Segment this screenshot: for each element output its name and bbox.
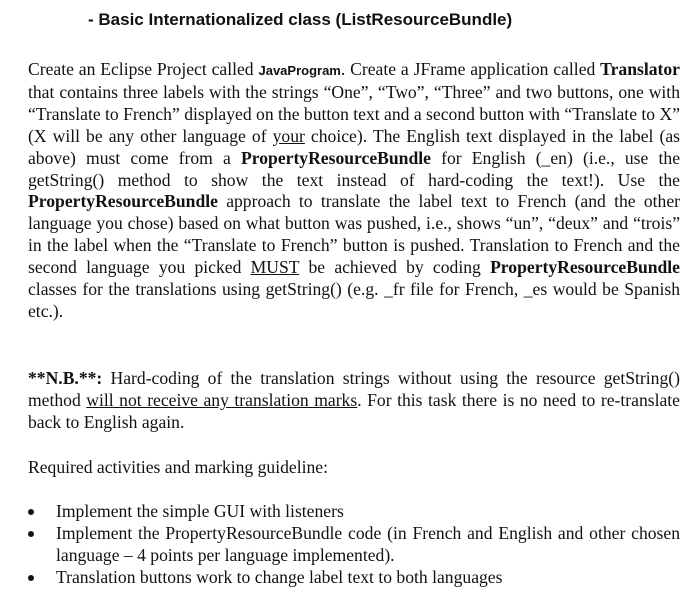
app-name: Translator [600, 59, 680, 79]
text-run: choice). The English text displayed in the label (as above) must come from a [28, 125, 680, 168]
project-name: JavaProgram [258, 63, 341, 78]
nb-label: **N.B.**: [28, 368, 103, 388]
text-run: for English (_en) (i.e., use the getString() method to show the text instead of hard-coding the text!). Use the [28, 147, 680, 190]
text-run: classes for the translations using getString() (e.g. _fr file for French, _es would be Spanish etc.). [28, 279, 680, 321]
bold-term: PropertyResourceBundle [28, 191, 218, 212]
bold-term: PropertyResourceBundle [241, 147, 431, 168]
section-heading: - Basic Internationalized class (ListResourceBundle) [88, 10, 513, 29]
marking-list [28, 501, 680, 589]
list-item [28, 567, 680, 589]
text-run: that contains three labels with the strings “One”, “Two”, “Three” and two buttons, one with “Translate to French” displayed on the button text and a second button with “Translate to X” (X will be any other language of [28, 81, 680, 146]
bullet-icon [28, 509, 34, 515]
list-item [28, 501, 680, 523]
task-description-paragraph [28, 59, 680, 323]
underlined-warning: will not receive any translation marks [86, 389, 358, 410]
bullet-icon [28, 575, 34, 581]
list-item [28, 523, 680, 567]
underlined-must: MUST [250, 257, 300, 278]
text-run: . For this task there is no need to re-translate back to English again. [28, 389, 680, 432]
text-run: Create an Eclipse Project called [28, 59, 259, 79]
list-item-text: Translation buttons work to change label text to both languages [56, 566, 503, 587]
bullet-icon [28, 531, 34, 537]
list-item-text: Implement the simple GUI with listeners [56, 501, 344, 521]
note-paragraph [28, 368, 680, 434]
marking-guideline-heading: Required activities and marking guideline: [28, 457, 328, 477]
text-run: . Create a JFrame application called [340, 59, 601, 79]
list-item-text: Implement the PropertyResourceBundle code (in French and English and other chosen language – 4 points per language implemented). [56, 522, 680, 565]
underlined-your: your [272, 125, 305, 146]
text-run: approach to translate the label text to French (and the other language you chose) based on what button was pushed, i.e., shows “un”, “deux” and “trois” in the label when the “Translate to French” button is pushed. Translation to French and the second language you picked [28, 191, 680, 278]
text-run: be achieved by coding [299, 257, 491, 278]
bold-term: PropertyResourceBundle [490, 257, 680, 278]
text-run: Hard-coding of the translation strings without using the resource getString() method [28, 368, 680, 410]
